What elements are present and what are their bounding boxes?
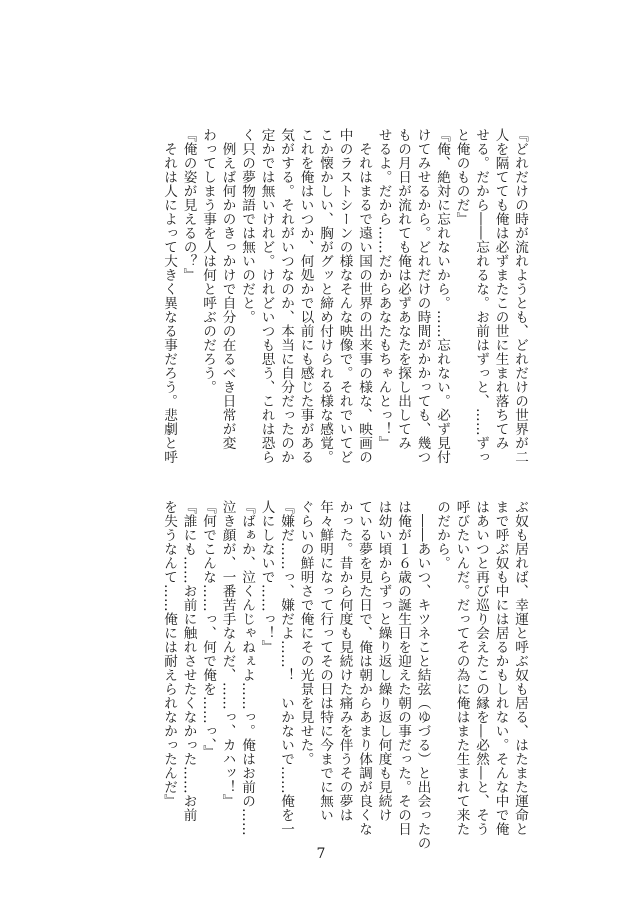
text-line: それは人によって大きく異なる事だろう。悲劇と呼: [161, 128, 177, 464]
text-line: 『何でこんな……っ、何で俺を……っ、』: [200, 500, 216, 760]
text-line: のだから。: [434, 500, 450, 570]
text-line: と俺のものだ』: [453, 128, 470, 226]
text-line: もの月日が流れても俺は必ずあなたを探し出してみ: [395, 128, 411, 450]
text-line: 呼びたいんだ。だってその為に俺はまた生まれて来た: [453, 500, 470, 836]
text-line: 『どれだけの時が流れようとも、どれだけの世界が二: [512, 128, 528, 464]
text-line: こか懐かしい、胸がグッと締め付けられる様な感覚。: [317, 128, 333, 464]
text-line: く只の夢物語では無いのだと。: [239, 128, 255, 324]
lower-text-block: [159, 500, 530, 850]
text-line: これを俺はいつか、何処かで以前にも感じた事がある: [297, 128, 314, 464]
text-line: けてみせるから。どれだけの時間がかかっても、幾つ: [414, 128, 431, 464]
upper-text-block: [159, 128, 530, 468]
text-line: 年々鮮明になって行ってその日は特に今までに無い: [317, 500, 333, 822]
text-line: 『俺の姿が見えるの？』: [180, 128, 197, 282]
page-number: 7: [316, 846, 326, 862]
text-line: 『嫌だ……っ、嫌だよ……！ いかないで……俺を一: [278, 500, 294, 836]
text-line: ぶ奴も居れば、幸運と呼ぶ奴も居る、はたまた運命と: [512, 500, 528, 836]
text-line: 定かでは無いけれど。けれどいつも思う、これは恐ら: [258, 128, 275, 464]
text-line: 『ばぁか、泣くんじゃねぇよ……っ。俺はお前の……: [239, 500, 255, 836]
text-line: それはまるで遠い国の世界の出来事の様な、映画の: [356, 128, 372, 464]
text-line: 『俺、絶対に忘れないから。……忘れない。必ず見付: [434, 128, 450, 464]
text-line: まで呼ぶ奴も中には居るかもしれない。そんな中で俺: [492, 500, 509, 836]
text-line: ている夢を見た日で、俺は朝からあまり体調が良くな: [356, 500, 372, 836]
text-line: 人を隔てても俺は必ずまたこの世に生まれ落ちてみ: [492, 128, 509, 450]
text-line: 中のラストシーンの様なそんな映像で。それでいてど: [336, 128, 353, 464]
text-line: 『誰にも……お前に触れさせたくなかった……お前: [180, 500, 197, 822]
text-line: 例えば何かのきっかけで自分の在るべき日常が変: [219, 128, 236, 450]
text-line: 泣き顔が、一番苦手なんだ、……っ、カハッ！』: [219, 500, 236, 808]
text-line: ぐらいの鮮明さで俺にその光景を見せた。: [297, 500, 314, 766]
text-line: せるよ。だから……だからあなたもちゃんとっ！』: [375, 128, 392, 450]
text-line: わってしまう事を人は何と呼ぶのだろう。: [200, 128, 216, 394]
text-line: は幼い頃からずっと繰り返し繰り返し何度も見続け: [375, 500, 392, 822]
text-line: せる。だから――忘れるな。お前はずっと、……ずっ: [473, 128, 489, 464]
text-line: かった。昔から何度も見続けた痛みを伴うその夢は: [336, 500, 353, 822]
text-line: 気がする。それがいつなのか、本当に自分だったのか: [278, 128, 294, 464]
text-line: 人にしないで……っ！』: [258, 500, 275, 654]
text-line: はあいつと再び巡り会えたこの縁を―必然―と、そう: [473, 500, 489, 836]
text-line: ――あいつ、キツネこと結弦（ゆづる）と出会ったの: [414, 500, 431, 850]
text-line: を失うなんて……俺には耐えられなかったんだ』: [161, 500, 177, 808]
text-line: は俺が１６歳の誕生日を迎えた朝の事だった。その日: [395, 500, 411, 836]
